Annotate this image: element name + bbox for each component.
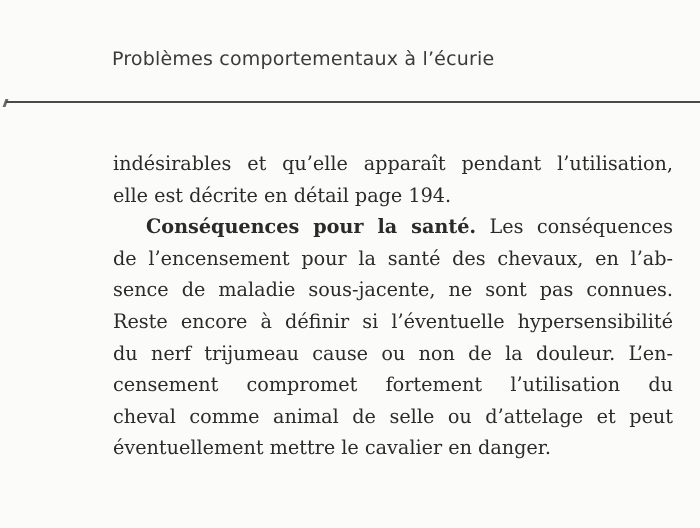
text-line: sence de maladie sous-jacente, ne sont pas connues. bbox=[113, 278, 673, 302]
header-rule bbox=[6, 101, 700, 103]
page-body bbox=[113, 148, 673, 464]
text-line: éventuellement mettre le cavalier en danger. bbox=[113, 436, 551, 460]
text-line: de l’encensement pour la santé des chevaux, en l’ab- bbox=[113, 246, 673, 270]
paragraph-first-line bbox=[113, 211, 673, 243]
text-line: Reste encore à définir si l’éventuelle hypersensibilité bbox=[113, 309, 673, 333]
text-line: cheval comme animal de selle ou d’attelage et peut bbox=[113, 404, 673, 428]
text-fragment: Les conséquences bbox=[476, 215, 673, 239]
running-head: Problèmes comportementaux à l’écurie bbox=[112, 48, 495, 70]
text-line: indésirables et qu’elle apparaît pendant l’utilisation, bbox=[113, 152, 673, 175]
text-line: du nerf trijumeau cause ou non de la douleur. L’en- bbox=[113, 341, 673, 365]
paragraph-heading: Conséquences pour la santé. bbox=[146, 215, 477, 239]
text-line: censement compromet fortement l’utilisation du bbox=[113, 373, 673, 397]
text-line: elle est décrite en détail page 194. bbox=[113, 183, 452, 207]
